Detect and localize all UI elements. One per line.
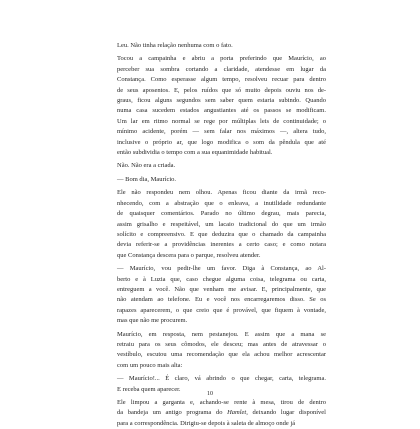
text-line: mas que não me procurem. xyxy=(117,317,188,325)
text-line: solícito e compreensivo. E que deduzira que o chamado da campainha xyxy=(117,230,326,238)
page-number: 10 xyxy=(207,391,213,397)
paragraph xyxy=(110,398,326,429)
text-line: Maurício, em resposta, nem pestanejou. E assim que a mana se xyxy=(117,330,326,338)
text-line: retraiu para os seus cômodos, ele desceu; mas antes de atravessar o xyxy=(117,340,326,348)
text-line: nhecendo, com a abstração que o enleava, a inutilidade redundante xyxy=(117,199,326,207)
text-line: Ele não respondeu nem olhou. Apenas ficou diante da irmã reco- xyxy=(117,189,326,197)
text-line: devia referir-se a providências inerentes a certo caso; e como notara xyxy=(117,241,326,249)
text-line: — Bom dia, Maurício. xyxy=(117,175,177,183)
text-line: — Maurício!... É claro, vá abrindo o que chegar, carta, telegrama. xyxy=(117,375,326,383)
text-line: assim grisalho e respeitável, um lacaio tradicional do que um irmão xyxy=(117,220,326,228)
text-line: de seus aposentos. E, pelos ruídos que só muito depois ouviu nos de- xyxy=(117,86,326,94)
text-line: perceber sua sombra cortando a claridade, atendesse em lugar da xyxy=(117,65,326,73)
text-line: entreguem a você. Não que venham me avisar. E, principalmente, que xyxy=(117,285,326,293)
text-line: não atendam ao telefone. Eu e você nos encarregaremos disso. Se os xyxy=(117,296,326,304)
text-line: Tocou a campainha e abriu a porta preferindo que Maurício, ao xyxy=(117,55,326,63)
paragraph xyxy=(110,264,326,326)
text-line: então subdividia o tempo com a sua equanimidade habitual. xyxy=(117,149,273,157)
text-line: vestíbulo, escutou uma recomendação que ela achou melhor acrescentar xyxy=(117,351,326,359)
text-line: que Constança descera para o parque, resolveu atender. xyxy=(117,251,261,259)
text-line: Constança. Como esperasse algum tempo, resolveu recuar para dentro xyxy=(117,76,326,84)
text-line: numa casa sucedem estados angustiantes até os passos se modificam. xyxy=(117,107,326,115)
text-line: de quaisquer comentários. Parado no último degrau, mais parecia, xyxy=(117,210,326,218)
text-line: mínimo acidente, porém — sem falar nos máximos —, altera tudo, xyxy=(117,128,326,136)
paragraph xyxy=(110,330,326,372)
text-line: para a correspondência. Dirigiu-se depois à saleta de almoço onde já xyxy=(117,419,296,427)
text-line: Um lar em ritmo normal se rege por múltiplas leis de continuidade; o xyxy=(117,117,326,125)
text-line: — Maurício, vou pedir-lhe um favor. Diga à Constança, ao Al- xyxy=(117,265,326,273)
text-line: Ele limpou a garganta e, achando-se rente à mesa, tirou de dentro xyxy=(117,399,326,406)
paragraph xyxy=(110,54,326,158)
text-line: Não. Não era a criada. xyxy=(117,162,176,170)
paragraph xyxy=(110,188,326,261)
text-line: berto e à Luzia que, caso chegue alguma coisa, telegrama ou carta, xyxy=(117,275,326,283)
text-line: graus, ficou alguns segundos sem saber quem estaria subindo. Quando xyxy=(117,97,326,105)
text-line: inclusive o próprio ar, que logo modifica o som da pêndula que até xyxy=(117,138,326,146)
paragraph xyxy=(110,41,326,51)
text-line: com um pouco mais alta: xyxy=(117,361,183,369)
paragraph xyxy=(110,175,326,185)
text-line: Leu. Não tinha relação nenhuma com o fato. xyxy=(117,42,233,49)
text-line: E receba quem aparecer. xyxy=(117,385,181,393)
paragraph xyxy=(110,161,326,171)
body-text xyxy=(110,41,326,429)
text-line: rapazes aparecerem, o que creio que é provável, que fiquem à vontade, xyxy=(117,306,326,314)
text-line: da bandeja um antigo programa do Hamlet, deixando lugar disponível xyxy=(117,409,326,417)
